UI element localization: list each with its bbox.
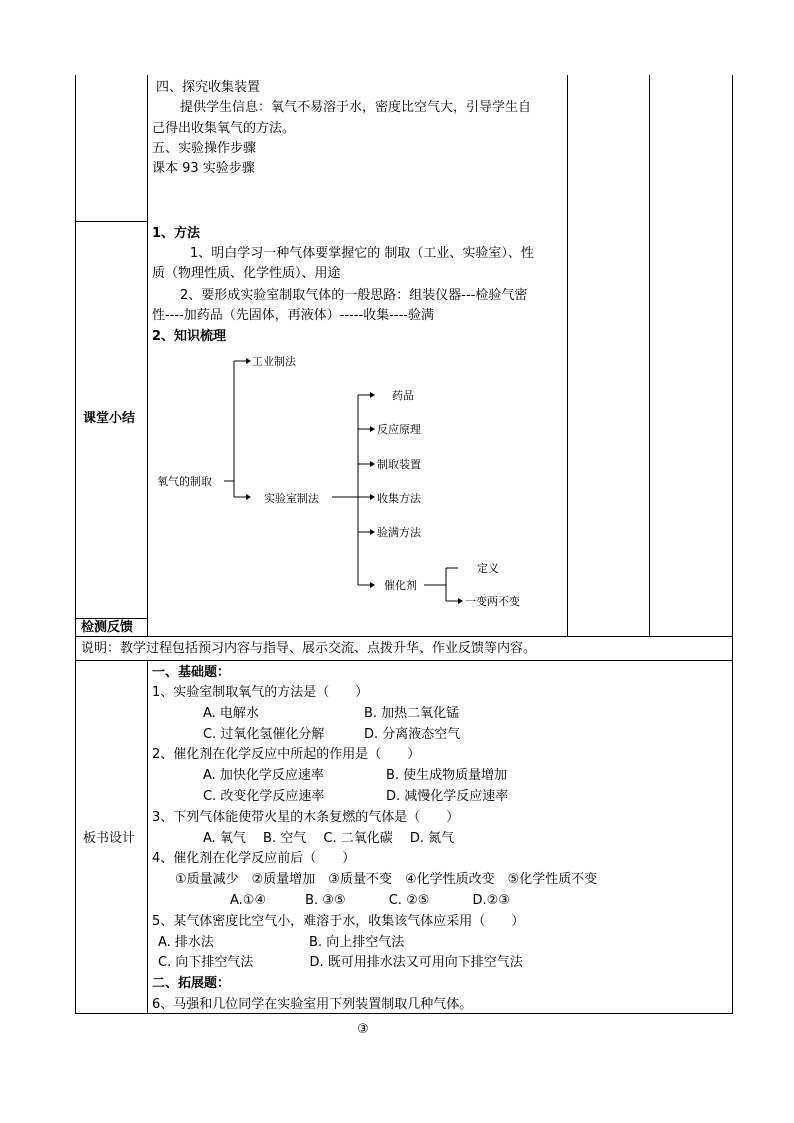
tree-catalyst-definition: 定义 bbox=[477, 562, 499, 575]
tree-item-drugs: 药品 bbox=[392, 389, 414, 402]
question-2: 2、催化剂在化学反应中所起的作用是（ ） bbox=[152, 747, 421, 762]
note-text: 说明：教学过程包括预习内容与指导、展示交流、点拨升华、作业反馈等内容。 bbox=[81, 641, 537, 656]
method-1-line2: 质（物理性质、化学性质）、用途 bbox=[152, 266, 341, 281]
feedback-label: 检测反馈 bbox=[81, 620, 134, 635]
tree-root: 氧气的制取 bbox=[157, 475, 212, 488]
question-6: 6、马强和几位同学在实验室用下列装置制取几种气体。 bbox=[152, 997, 473, 1012]
extension-title: 二、拓展题： bbox=[152, 976, 231, 991]
question-4: 4、催化剂在化学反应前后（ ） bbox=[152, 851, 356, 866]
method-2-line1: 2、要形成实验室制取气体的一般思路：组装仪器---检验气密 bbox=[180, 288, 528, 303]
q4-statements: ①质量减少 ②质量增加 ③质量不变 ④化学性质改变 ⑤化学性质不变 bbox=[175, 872, 598, 887]
q2-option-d: D. 减慢化学反应速率 bbox=[386, 789, 509, 804]
page-number: ③ bbox=[357, 1022, 369, 1037]
q5-options-cd: C. 向下排空气法 D. 既可用排水法又可用向下排空气法 bbox=[158, 955, 523, 970]
question-1: 1、实验室制取氧气的方法是（ ） bbox=[152, 685, 369, 700]
method-2-line2: 性----加药品（先固体，再液体）-----收集----验满 bbox=[152, 308, 434, 323]
q2-option-a: A. 加快化学反应速率 bbox=[203, 768, 324, 783]
q2-option-c: C. 改变化学反应速率 bbox=[203, 789, 325, 804]
board-label: 板书设计 bbox=[83, 831, 136, 846]
q5-options-ab: A. 排水法 B. 向上排空气法 bbox=[158, 935, 405, 950]
arrow-item-4-icon bbox=[370, 494, 375, 500]
tree-lab: 实验室制法 bbox=[264, 492, 319, 505]
q1-option-b: B. 加热二氧化锰 bbox=[364, 706, 460, 721]
tree-industrial: 工业制法 bbox=[252, 355, 296, 368]
section5-title: 五、实验操作步骤 bbox=[152, 141, 257, 156]
q1-option-c: C. 过氧化氢催化分解 bbox=[203, 727, 325, 742]
q4-options: A.①④ B. ③⑤ C. ②⑤ D.②③ bbox=[230, 893, 510, 908]
arrow-item-2-icon bbox=[370, 426, 375, 432]
arrow-item-1-icon bbox=[370, 392, 375, 398]
section5-text: 课本 93 实验步骤 bbox=[152, 161, 255, 176]
section4-title: 四、探究收集装置 bbox=[156, 80, 261, 95]
arrow-item-5-icon bbox=[370, 529, 375, 535]
q1-option-d: D. 分离液态空气 bbox=[364, 727, 461, 742]
section4-text-line2: 己得出收集氧气的方法。 bbox=[152, 121, 296, 136]
method-title: 1、方法 bbox=[152, 226, 201, 241]
tree-item-collection: 收集方法 bbox=[377, 492, 421, 505]
arrow-item-3-icon bbox=[370, 461, 375, 467]
arrow-lab-icon bbox=[246, 494, 251, 500]
basic-title: 一、基础题： bbox=[152, 665, 231, 680]
tree-item-catalyst: 催化剂 bbox=[384, 579, 417, 592]
tree-item-apparatus: 制取装置 bbox=[377, 458, 421, 471]
question-5: 5、某气体密度比空气小，难溶于水，收集该气体应采用（ ） bbox=[152, 914, 525, 929]
summary-label: 课堂小结 bbox=[83, 411, 136, 426]
section4-text-line1: 提供学生信息：氧气不易溶于水，密度比空气大，引导学生自 bbox=[180, 100, 532, 115]
knowledge-title: 2、知识梳理 bbox=[152, 329, 227, 344]
q1-option-a: A. 电解水 bbox=[203, 706, 259, 721]
q2-option-b: B. 使生成物质量增加 bbox=[386, 768, 508, 783]
tree-catalyst-property: 一变两不变 bbox=[465, 595, 520, 608]
q3-options: A. 氧气 B. 空气 C. 二氧化碳 D. 氮气 bbox=[203, 831, 455, 846]
arrow-industrial-icon bbox=[246, 358, 251, 364]
tree-item-fullness: 验满方法 bbox=[377, 526, 421, 539]
question-3: 3、下列气体能使带火星的木条复燃的气体是（ ） bbox=[152, 810, 460, 825]
method-1-line1: 1、明白学习一种气体要掌握它的 制取（工业、实验室）、性 bbox=[190, 246, 534, 261]
arrow-catalyst-child-icon bbox=[458, 598, 463, 604]
tree-item-principle: 反应原理 bbox=[377, 423, 421, 436]
arrow-item-6-icon bbox=[370, 582, 375, 588]
